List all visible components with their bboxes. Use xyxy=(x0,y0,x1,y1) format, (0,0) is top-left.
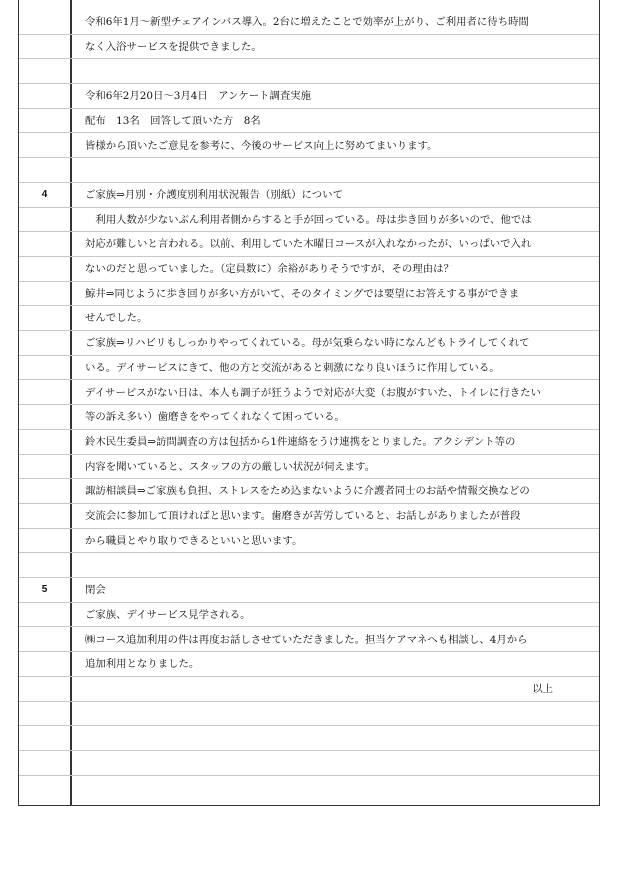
table-row xyxy=(19,134,599,159)
row-text: デイサービスがない日は、本人も調子が狂うようで対応が大変（お腹がすいた、トイレに行きたい xyxy=(85,386,541,399)
row-text xyxy=(85,702,593,726)
row-text xyxy=(85,553,593,577)
item-number xyxy=(19,603,70,627)
item-number xyxy=(19,381,70,405)
row-text: 以上 xyxy=(532,682,553,695)
table-row xyxy=(19,726,599,751)
item-number xyxy=(19,134,70,158)
table-row xyxy=(19,578,599,603)
row-text: 令和6年1月～新型チェアインバス導入。2台に増えたことで効率が上がり、ご利用者に待ち時間 xyxy=(85,16,529,28)
item-number xyxy=(19,306,70,330)
item-number xyxy=(19,208,70,232)
table-row xyxy=(19,306,599,331)
item-number xyxy=(19,84,70,108)
item-number: 5 xyxy=(41,584,48,596)
table-row xyxy=(19,751,599,776)
table-row xyxy=(19,208,599,233)
table-row xyxy=(19,356,599,381)
table-row xyxy=(19,84,599,109)
table-row xyxy=(19,59,599,84)
item-number xyxy=(19,405,70,429)
item-number xyxy=(19,726,70,750)
item-number xyxy=(19,479,70,503)
row-text: 鈴木民生委員⇒訪問調査の方は包括から1件連絡をうけ連携をとりました。アクシデント等の xyxy=(85,435,516,448)
item-number xyxy=(19,35,70,59)
row-text xyxy=(85,59,593,83)
table-row xyxy=(19,430,599,455)
item-number xyxy=(19,529,70,553)
row-text: 鯨井⇒同じように歩き回りが多い方がいて、そのタイミングでは要望にお答えする事ができま xyxy=(85,287,520,300)
table-row xyxy=(19,504,599,529)
item-number xyxy=(19,751,70,775)
item-number xyxy=(19,282,70,306)
row-text: 内容を聞いていると、スタッフの方の厳しい状況が伺えます。 xyxy=(85,460,376,473)
item-number xyxy=(19,356,70,380)
row-text: 対応が難しいと言われる。以前、利用していた木曜日コースが入れなかったが、いっぱいで入れ xyxy=(85,238,532,251)
row-text: いる。デイサービスにきて、他の方と交流があると刺激になり良いほうに作用している。 xyxy=(85,361,500,374)
table-row xyxy=(19,10,599,35)
table-row xyxy=(19,677,599,702)
table-row xyxy=(19,628,599,653)
row-text xyxy=(85,751,593,775)
row-text: 追加利用となりました。 xyxy=(85,658,200,671)
table-row xyxy=(19,776,599,801)
row-text: ㈱コース追加利用の件は再度お話しさせていただきました。担当ケアマネへも相談し、4月から xyxy=(85,633,528,646)
row-text: 諏訪相談員⇒ご家族も負担、ストレスをため込まないように介護者同士のお話や情報交換などの xyxy=(85,485,530,498)
item-number xyxy=(19,158,70,182)
table-row xyxy=(19,109,599,134)
row-text: 閉会 xyxy=(85,584,106,597)
table-row xyxy=(19,282,599,307)
table-row xyxy=(19,652,599,677)
item-number xyxy=(19,10,70,34)
row-text: ないのだと思っていました。（定員数に）余裕がありそうですが、その理由は？ xyxy=(85,263,454,275)
table-row xyxy=(19,232,599,257)
item-number xyxy=(19,257,70,281)
row-text xyxy=(85,776,593,801)
table-row xyxy=(19,331,599,356)
minutes-table xyxy=(18,0,600,806)
table-row xyxy=(19,553,599,578)
item-number xyxy=(19,504,70,528)
row-text xyxy=(85,726,593,750)
item-number xyxy=(19,702,70,726)
item-number xyxy=(19,59,70,83)
table-row xyxy=(19,702,599,727)
row-text: 利用人数が少ないぶん利用者側からすると手が回っている。母は歩き回りが多いので、他では xyxy=(85,213,532,226)
row-text: 等の訴え多い）歯磨きをやってくれなくて困っている。 xyxy=(85,411,345,424)
item-number xyxy=(19,553,70,577)
table-row xyxy=(19,35,599,60)
item-number: 4 xyxy=(41,188,48,200)
item-number xyxy=(19,109,70,133)
row-text: 配布 13名 回答して頂いた方 8名 xyxy=(85,114,261,127)
item-number xyxy=(19,430,70,454)
item-number xyxy=(19,776,70,801)
item-number xyxy=(19,331,70,355)
table-row xyxy=(19,257,599,282)
item-number xyxy=(19,628,70,652)
row-text: なく入浴サービスを提供できました。 xyxy=(85,40,262,53)
row-text: 皆様から頂いたご意見を参考に、今後のサービス向上に努めてまいります。 xyxy=(85,139,438,152)
table-row xyxy=(19,405,599,430)
table-row xyxy=(19,603,599,628)
row-text xyxy=(85,158,593,182)
table-row xyxy=(19,455,599,480)
row-text: ご家族⇒リハビリもしっかりやってくれている。母が気乗らない時になんどもトライしてくれて xyxy=(85,337,530,350)
item-number xyxy=(19,677,70,701)
row-text: 令和6年2月20日～3月4日 アンケート調査実施 xyxy=(85,90,312,103)
row-text: ご家族、デイサービス見学される。 xyxy=(85,608,251,621)
row-text: から職員とやり取りできるといいと思います。 xyxy=(85,534,303,547)
item-number xyxy=(19,652,70,676)
table-row xyxy=(19,158,599,183)
table-row xyxy=(19,381,599,406)
row-text: 交流会に参加して頂ければと思います。歯磨きが苦労していると、お話しがありましたが普段 xyxy=(85,510,521,522)
item-number xyxy=(19,232,70,256)
row-text: せんでした。 xyxy=(85,312,148,325)
table-row xyxy=(19,529,599,554)
table-row xyxy=(19,183,599,208)
row-text: ご家族⇒月別・介護度別利用状況報告（別紙）について xyxy=(85,188,343,201)
item-number xyxy=(19,455,70,479)
table-row xyxy=(19,479,599,504)
